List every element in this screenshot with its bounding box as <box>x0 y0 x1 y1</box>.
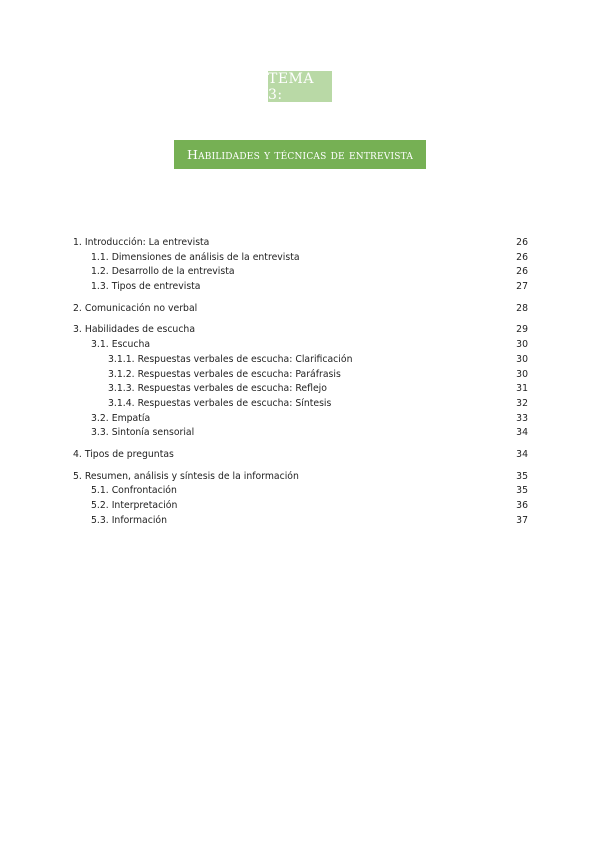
toc-entry-page: 33 <box>516 412 528 424</box>
toc-entry-label: 1.1. Dimensiones de análisis de la entrevista <box>91 251 300 263</box>
toc-entry-page: 37 <box>516 514 528 526</box>
toc-entry[interactable] <box>73 280 528 295</box>
toc-entry-label: 3.3. Sintonía sensorial <box>91 427 195 439</box>
toc-entry-label: 3.1.2. Respuestas verbales de escucha: Paráfrasis <box>108 368 341 380</box>
toc-entry-label: 5.1. Confrontación <box>91 485 177 497</box>
toc-entry-page: 35 <box>516 470 528 482</box>
toc-entry-label: 3.1.3. Respuestas verbales de escucha: Reflejo <box>108 383 327 395</box>
toc-entry[interactable] <box>73 412 528 427</box>
toc-entry-label: 5.3. Información <box>91 514 167 526</box>
toc-entry-page: 30 <box>516 368 528 380</box>
toc-entry[interactable] <box>73 499 528 514</box>
toc-entry-page: 27 <box>516 281 528 293</box>
toc-entry-label: 3.1. Escucha <box>91 339 151 351</box>
toc-entry-page: 26 <box>516 266 528 278</box>
toc-entry[interactable] <box>73 323 528 338</box>
toc-entry-page: 26 <box>516 251 528 263</box>
toc-entry-label: 1. Introducción: La entrevista <box>73 237 210 248</box>
table-of-contents <box>73 236 528 528</box>
toc-entry-label: 1.2. Desarrollo de la entrevista <box>91 266 235 278</box>
toc-entry[interactable] <box>73 397 528 412</box>
toc-entry[interactable] <box>73 484 528 499</box>
toc-entry-page: 29 <box>516 324 528 336</box>
toc-entry-page: 30 <box>516 339 528 351</box>
toc-entry-label: 3.2. Empatía <box>91 412 151 424</box>
toc-entry-label: 5. Resumen, análisis y síntesis de la información <box>73 470 299 482</box>
toc-entry-page: 36 <box>516 500 528 511</box>
toc-entry[interactable] <box>73 353 528 368</box>
toc-entry[interactable] <box>73 265 528 280</box>
toc-entry-label: 3.1.4. Respuestas verbales de escucha: Síntesis <box>108 397 332 409</box>
toc-entry-page: 31 <box>516 383 528 395</box>
toc-entry-page: 26 <box>516 237 528 248</box>
toc-entry[interactable] <box>73 338 528 353</box>
tema-badge: TEMA 3: <box>268 71 332 102</box>
toc-entry-label: 3.1.1. Respuestas verbales de escucha: Clarificación <box>108 353 353 365</box>
toc-entry-page: 34 <box>516 427 528 439</box>
toc-entry[interactable] <box>73 236 528 251</box>
toc-entry-page: 30 <box>516 353 528 365</box>
toc-entry[interactable] <box>73 448 528 463</box>
toc-entry[interactable] <box>73 514 528 529</box>
toc-entry[interactable] <box>73 426 528 441</box>
toc-entry[interactable] <box>73 302 528 317</box>
toc-entry-label: 2. Comunicación no verbal <box>73 302 198 314</box>
toc-entry-page: 34 <box>516 448 528 460</box>
toc-entry-page: 28 <box>516 302 528 314</box>
toc-entry-label: 3. Habilidades de escucha <box>73 324 196 336</box>
toc-entry-label: 5.2. Interpretación <box>91 500 178 511</box>
toc-entry-page: 32 <box>516 397 528 409</box>
toc-entry-label: 4. Tipos de preguntas <box>73 448 174 460</box>
toc-entry-page: 35 <box>516 485 528 497</box>
toc-entry[interactable] <box>73 368 528 383</box>
toc-entry[interactable] <box>73 251 528 266</box>
toc-entry[interactable] <box>73 470 528 485</box>
toc-entry[interactable] <box>73 382 528 397</box>
toc-entry-label: 1.3. Tipos de entrevista <box>91 281 201 293</box>
document-title: Habilidades y técnicas de entrevista <box>174 140 426 169</box>
